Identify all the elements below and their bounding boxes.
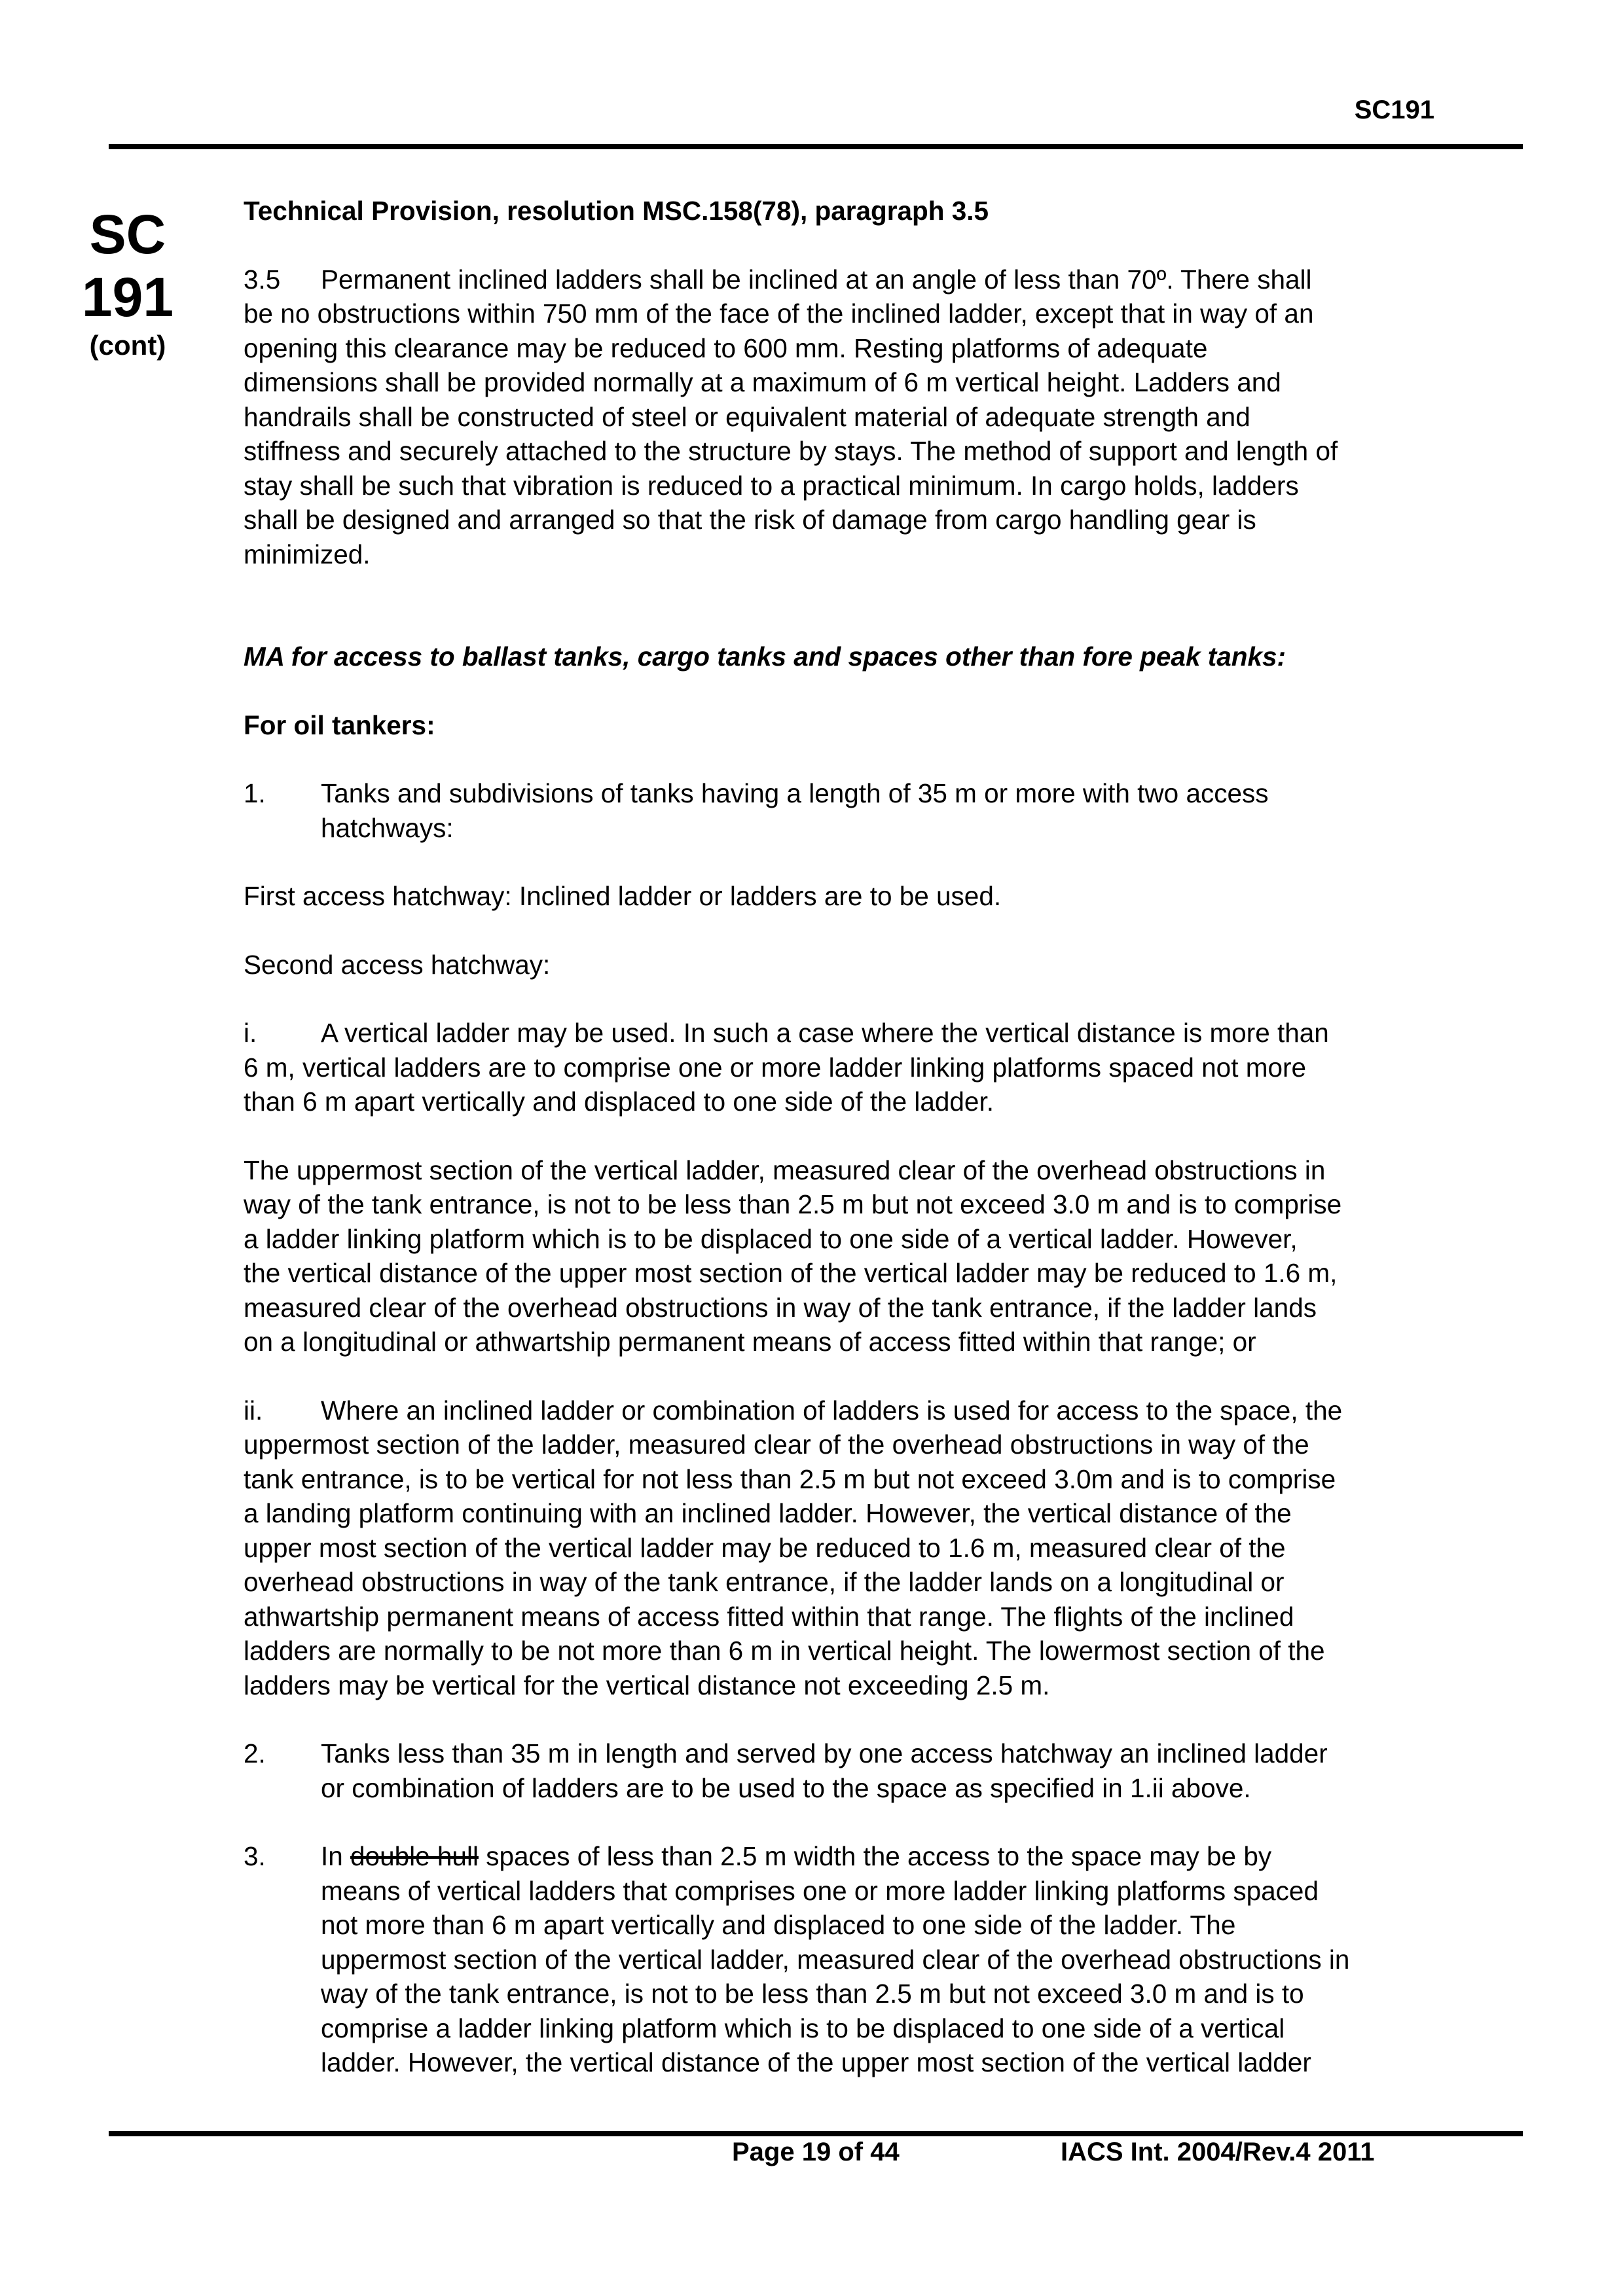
list-item-2-line: or combination of ladders are to be used to the space as specified in 1.ii above. [321,1772,1251,1803]
section-heading: Technical Provision, resolution MSC.158(78), paragraph 3.5 [244,196,989,226]
paragraph-3-5-line: dimensions shall be provided normally at a maximum of 6 m vertical height. Ladders and [244,367,1281,397]
second-access-paragraph: Second access hatchway: [244,949,551,980]
struck-text: double hull [350,1841,479,1871]
margin-tag [72,203,183,363]
list-item-1-line: hatchways: [321,812,454,843]
roman-item-ii-number: ii. [244,1395,263,1426]
list-item-3-text: spaces of less than 2.5 m width the access to the space may be by [478,1841,1272,1871]
list-item-3-line: comprise a ladder linking platform which is to be displaced to one side of a vertical [321,2013,1285,2043]
roman-item-ii-line: athwartship permanent means of access fitted within that range. The flights of the inclined [244,1601,1294,1632]
list-item-3 [244,1839,1474,2080]
paragraph-3-5-line: stay shall be such that vibration is reduced to a practical minimum. In cargo holds, ladders [244,470,1299,501]
list-item-3-number: 3. [244,1841,266,1871]
roman-item-ii-line: a landing platform continuing with an inclined ladder. However, the vertical distance of the [244,1498,1292,1528]
roman-item-ii-line: upper most section of the vertical ladder may be reduced to 1.6 m, measured clear of the [244,1532,1286,1563]
list-item-3-line: uppermost section of the vertical ladder, measured clear of the overhead obstructions in [321,1944,1350,1975]
paragraph-3-5 [244,262,1474,572]
roman-item-i-line: than 6 m apart vertically and displaced to one side of the ladder. [244,1086,994,1117]
list-item-2-line: Tanks less than 35 m in length and served by one access hatchway an inclined ladder [321,1738,1328,1768]
uppermost-section-paragraph [244,1153,1474,1359]
paragraph-3-5-line: Permanent inclined ladders shall be inclined at an angle of less than 70º. There shall [321,264,1312,295]
roman-item-i-line: A vertical ladder may be used. In such a case where the vertical distance is more than [321,1018,1329,1048]
uppermost-line: way of the tank entrance, is not to be less than 2.5 m but not exceed 3.0 m and is to comprise [244,1189,1342,1219]
document-body [244,194,1474,2080]
list-item-1-line: Tanks and subdivisions of tanks having a length of 35 m or more with two access [321,778,1269,808]
list-item-1 [244,776,1474,845]
roman-item-i-number: i. [244,1018,257,1048]
list-item-3-line: not more than 6 m apart vertically and displaced to one side of the ladder. The [321,1910,1236,1940]
uppermost-line: on a longitudinal or athwartship permanent means of access fitted within that range; or [244,1327,1256,1357]
header-code: SC191 [1354,96,1434,124]
paragraph-3-5-line: shall be designed and arranged so that the risk of damage from cargo handling gear is [244,505,1256,535]
margin-tag-line2: 191 [81,266,174,328]
roman-item-ii-line: Where an inclined ladder or combination of ladders is used for access to the space, the [321,1395,1343,1426]
paragraph-3-5-line: be no obstructions within 750 mm of the face of the inclined ladder, except that in way of an [244,298,1314,329]
uppermost-line: a ladder linking platform which is to be displaced to one side of a vertical ladder. However, [244,1223,1298,1254]
list-item-3-text: In [321,1841,351,1871]
list-item-2 [244,1736,1474,1805]
header-rule [109,144,1523,149]
paragraph-3-5-line: opening this clearance may be reduced to 600 mm. Resting platforms of adequate [244,332,1208,363]
list-item-1-number: 1. [244,778,266,808]
list-item-3-line: way of the tank entrance, is not to be less than 2.5 m but not exceed 3.0 m and is to [321,1979,1304,2009]
footer-page-number: Page 19 of 44 [732,2138,900,2166]
roman-item-ii-line: ladders may be vertical for the vertical distance not exceeding 2.5 m. [244,1670,1050,1700]
roman-item-i-line: 6 m, vertical ladders are to comprise one or more ladder linking platforms spaced not more [244,1052,1306,1083]
uppermost-line: measured clear of the overhead obstructions in way of the tank entrance, if the ladder lands [244,1292,1317,1323]
roman-item-i [244,1016,1474,1119]
paragraph-3-5-line: minimized. [244,539,371,569]
first-access-paragraph: First access hatchway: Inclined ladder or ladders are to be used. [244,881,1002,911]
roman-item-ii-line: uppermost section of the ladder, measured clear of the overhead obstructions in way of the [244,1429,1309,1460]
paragraph-3-5-number: 3.5 [244,264,281,295]
uppermost-line: the vertical distance of the upper most section of the vertical ladder may be reduced to 1.6 m, [244,1258,1338,1288]
margin-tag-line3: (cont) [89,330,166,361]
roman-item-ii-line: tank entrance, is to be vertical for not less than 2.5 m but not exceed 3.0m and is to comprise [244,1463,1336,1494]
list-item-2-number: 2. [244,1738,266,1768]
list-item-3-line: means of vertical ladders that comprises one or more ladder linking platforms spaced [321,1875,1319,1906]
paragraph-3-5-line: handrails shall be constructed of steel or equivalent material of adequate strength and [244,401,1250,432]
uppermost-line: The uppermost section of the vertical ladder, measured clear of the overhead obstructions in [244,1155,1326,1185]
roman-item-ii [244,1393,1474,1703]
footer-reference: IACS Int. 2004/Rev.4 2011 [1061,2138,1375,2166]
paragraph-3-5-line: stiffness and securely attached to the structure by stays. The method of support and length of [244,436,1338,466]
margin-tag-line1: SC [89,204,166,265]
ma-heading: MA for access to ballast tanks, cargo tanks and spaces other than fore peak tanks: [244,641,1286,672]
footer-rule [109,2131,1523,2136]
list-item-3-line: ladder. However, the vertical distance of the upper most section of the vertical ladder [321,2047,1311,2077]
roman-item-ii-line: overhead obstructions in way of the tank entrance, if the ladder lands on a longitudinal or [244,1567,1285,1597]
oil-tankers-heading: For oil tankers: [244,709,435,740]
roman-item-ii-line: ladders are normally to be not more than 6 m in vertical height. The lowermost section of the [244,1636,1325,1666]
